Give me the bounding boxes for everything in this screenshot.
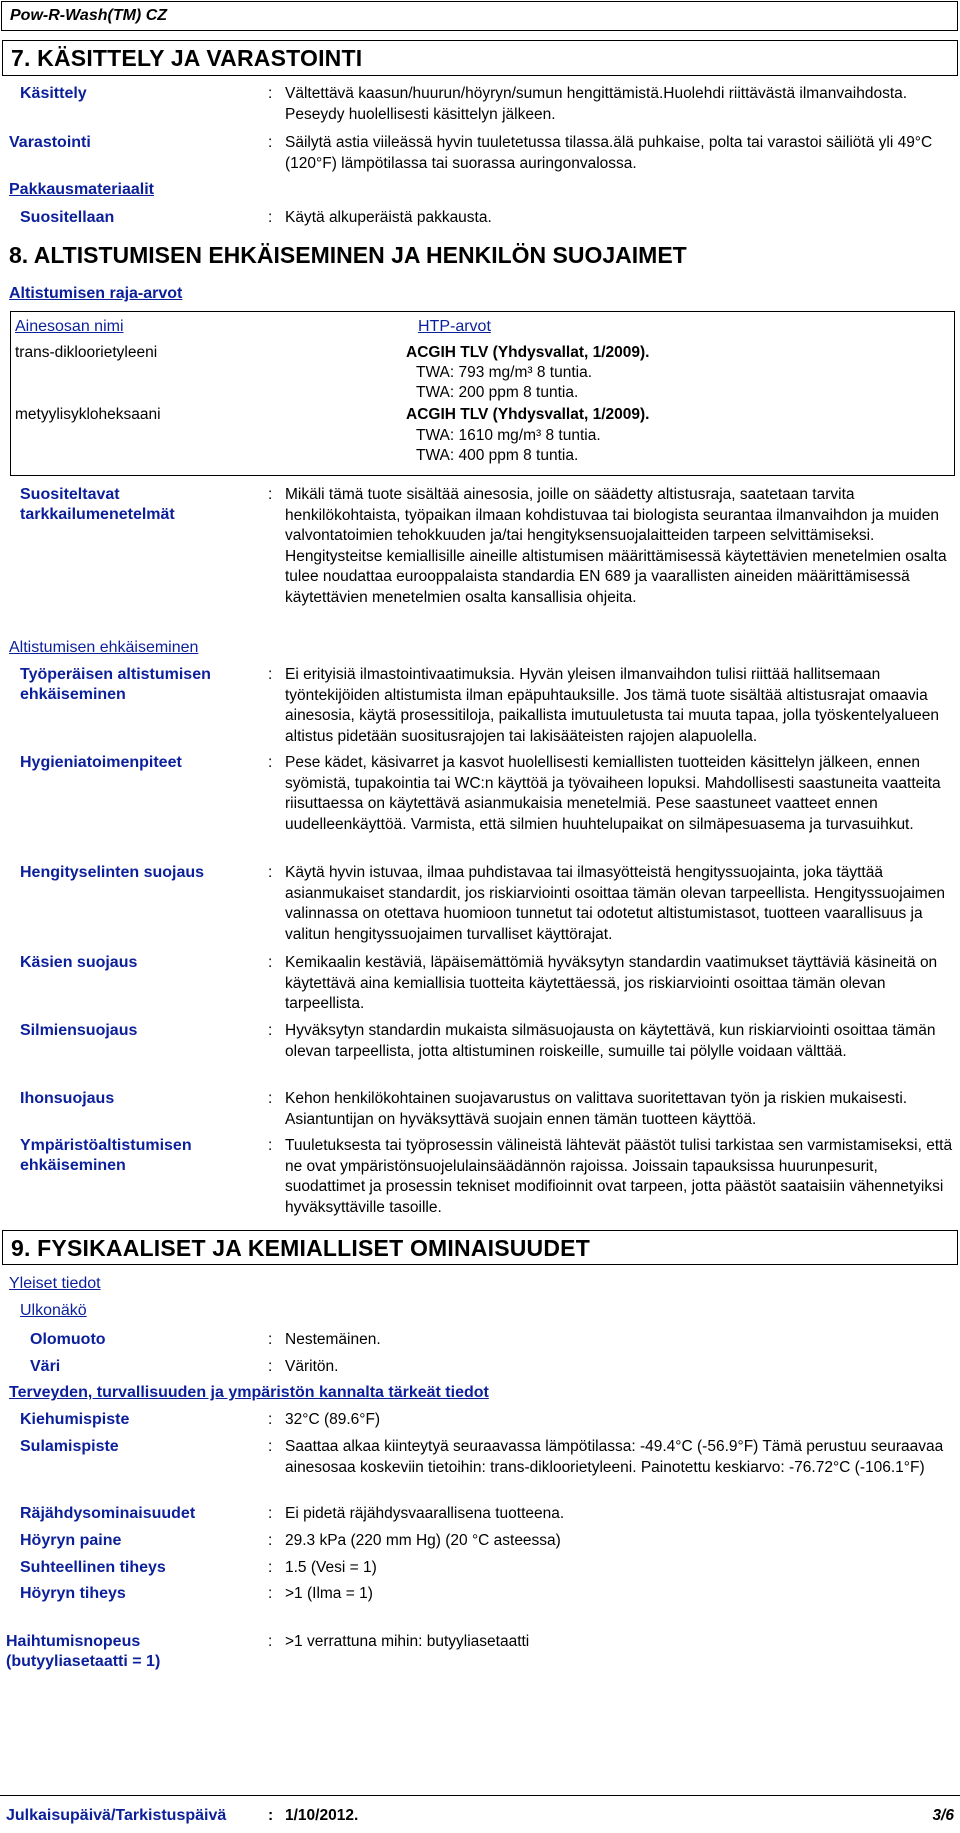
colon: : (268, 754, 273, 771)
label-suositellaan: Suositellaan (20, 209, 115, 226)
table-row-limit-source: ACGIH TLV (Yhdysvallat, 1/2009). (406, 344, 650, 361)
colon: : (268, 1438, 273, 1455)
colon: : (268, 1585, 273, 1602)
table-header-htp-arvot: HTP-arvot (418, 318, 491, 335)
table-row-name: metyylisykloheksaani (15, 406, 161, 423)
label-ulkonako: Ulkonäkö (20, 1302, 87, 1319)
value-kasien-suojaus: Kemikaalin kestäviä, läpäisemättömiä hyväksytyn standardin vaatimukset täyttäviä käsineitä on käytettävä aina kemiallisia tuotteita käytettäessä, jos riskiarviointi osoittaa tämän olevan tarpeellista. (285, 954, 938, 1012)
value-rajahdysominaisuudet: Ei pidetä räjähdysvaarallisena tuotteena. (285, 1505, 565, 1522)
table-row-limit-source: ACGIH TLV (Yhdysvallat, 1/2009). (406, 406, 650, 423)
section-7-heading-box (2, 40, 958, 76)
label-hygieniatoimenpiteet: Hygieniatoimenpiteet (20, 754, 182, 771)
value-tarkkailumenetelmat: Mikäli tämä tuote sisältää ainesosia, joille on säädetty altistusraja, saatetaan tarvita henkilökohtaista, työpaikan ilmaan kohdistuvaa tai biologista seurantaa ilmanvaihdon ja muiden valvontatoimien tehokkuuden ja/tai hengityksensuojalaitteiden tarpeen selvittämiseksi. Hengitysteitse kemiallisille aineille altistumisen määrittämisessä käytettävien menetelmien osalta tulee noudattaa eurooppalaista standardia EN 689 ja vaarallisten aineiden määrittämisessä käytettävien menetelmien osalta kansallisia ohjeita. (285, 486, 947, 606)
table-header-ainesosan-nimi: Ainesosan nimi (15, 318, 124, 335)
value-sulamispiste: Saattaa alkaa kiinteytyä seuraavassa lämpötilassa: -49.4°C (-56.9°F) Tämä perustuu seuraavaa ainesosaa koskeviin tietoihin: trans-dikloorietyleeni. Painotettu keskiarvo: -76.72°C (-106.1°F) (285, 1438, 944, 1476)
value-suhteellinen-tiheys: 1.5 (Vesi = 1) (285, 1559, 377, 1576)
product-title: Pow-R-Wash(TM) CZ (10, 7, 168, 24)
table-row-limit-line: TWA: 793 mg/m³ 8 tuntia. (416, 364, 593, 381)
label-line: tarkkailumenetelmät (20, 506, 175, 523)
label-rajahdysominaisuudet: Räjähdysominaisuudet (20, 1505, 196, 1522)
label-haihtumisnopeus (6, 1632, 236, 1672)
table-row-name: trans-dikloorietyleeni (15, 344, 158, 361)
colon: : (268, 209, 273, 226)
page-number: 3/6 (932, 1807, 954, 1824)
table-row-limit-line: TWA: 200 ppm 8 tuntia. (416, 384, 579, 401)
label-terveys-tiedot: Terveyden, turvallisuuden ja ympäristön kannalta tärkeät tiedot (9, 1384, 489, 1401)
label-altistumisen-ehkaiseminen: Altistumisen ehkäiseminen (9, 639, 199, 656)
value-tyoperainen: Ei erityisiä ilmastointivaatimuksia. Hyvän yleisen ilmanvaihdon tulisi riittää hallitsemaan työntekijöiden altistumista ilman epäpuhtauksille. Jos tämä tuote sisältää altistusrajat omaavia ainesosia, käytä prosessitiloja, paikallista imutuuletusta tai muuta tapaa, jolla työskentelyalueen altistus pidetään suositusrajojen tai lakisääteisten rajojen alapuolella. (285, 666, 939, 745)
colon: : (268, 1559, 273, 1576)
label-line: ehkäiseminen (20, 686, 126, 703)
label-varastointi: Varastointi (9, 134, 91, 151)
value-hoyryn-tiheys: >1 (Ilma = 1) (285, 1585, 373, 1602)
table-row-limit-line: TWA: 400 ppm 8 tuntia. (416, 447, 579, 464)
colon: : (268, 1090, 273, 1107)
footer-colon: : (268, 1807, 274, 1824)
label-pakkausmateriaalit: Pakkausmateriaalit (9, 181, 154, 198)
label-sulamispiste: Sulamispiste (20, 1438, 119, 1455)
colon: : (268, 486, 273, 503)
label-ihonsuojaus: Ihonsuojaus (20, 1090, 115, 1107)
value-ihonsuojaus: Kehon henkilökohtainen suojavarustus on valittava suoritettavan työn ja riskien mukaisesti. Asiantuntijan on hyväksyttävä suojain ennen tämän tuotteen käyttöä. (285, 1090, 908, 1128)
value-haihtumisnopeus: >1 verrattuna mihin: butyyliasetaatti (285, 1633, 530, 1650)
value-vari: Väritön. (285, 1358, 339, 1375)
label-line: Suositeltavat (20, 486, 120, 503)
label-line: Haihtumisnopeus (6, 1633, 141, 1650)
label-suhteellinen-tiheys: Suhteellinen tiheys (20, 1559, 166, 1576)
label-kasittely: Käsittely (20, 85, 87, 102)
colon: : (268, 1358, 273, 1375)
section-9-heading: 9. FYSIKAALISET JA KEMIALLISET OMINAISUUDET (11, 1235, 590, 1261)
value-varastointi: Säilytä astia viileässä hyvin tuuletetussa tilassa.älä puhkaise, polta tai varastoi säiliötä yli 49°C (120°F) lämpötilassa tai suorassa auringonvalossa. (285, 134, 933, 172)
label-altistumisen-raja-arvot: Altistumisen raja-arvot (9, 285, 183, 302)
label-yleiset-tiedot: Yleiset tiedot (9, 1275, 101, 1292)
label-tarkkailumenetelmat (20, 485, 250, 525)
section-9-heading-box (2, 1230, 958, 1265)
value-silmiensuojaus: Hyväksytyn standardin mukaista silmäsuojausta on käytettävä, kun riskiarviointi osoittaa tämän olevan tarpeellista, jotta altistuminen roiskeille, sumuille tai pölylle voidaan välttää. (285, 1022, 936, 1060)
label-line: Ympäristöaltistumisen (20, 1137, 192, 1154)
label-silmiensuojaus: Silmiensuojaus (20, 1022, 138, 1039)
value-suositellaan: Käytä alkuperäistä pakkausta. (285, 209, 492, 226)
label-line: ehkäiseminen (20, 1157, 126, 1174)
label-kiehumispiste: Kiehumispiste (20, 1411, 130, 1428)
value-ymparistoaltistuminen: Tuuletuksesta tai työprosessin välineistä lähtevät päästöt tulisi tarkistaa sen varmistamiseksi, että ne ovat ympäristönsuojelulainsäädännön rajoissa. Joissain tapauksissa huurunpesurit, suodattimet ja prosessin tekniset modifioinnit ovat tarpeen, jotta päästöt saataisiin vähennetyiksi hyväksyttäville tasoille. (285, 1137, 953, 1216)
label-kasien-suojaus: Käsien suojaus (20, 954, 138, 971)
label-hoyryn-tiheys: Höyryn tiheys (20, 1585, 126, 1602)
colon: : (268, 1633, 273, 1650)
label-line: Työperäisen altistumisen (20, 666, 211, 683)
label-ymparistoaltistuminen (20, 1136, 250, 1176)
colon: : (268, 134, 273, 151)
label-line: (butyyliasetaatti = 1) (6, 1653, 161, 1670)
section-7-heading: 7. KÄSITTELY JA VARASTOINTI (11, 45, 363, 71)
footer-divider (0, 1795, 960, 1796)
colon: : (268, 1137, 273, 1154)
label-hengityselinten-suojaus: Hengityselinten suojaus (20, 864, 205, 881)
table-row-limit-line: TWA: 1610 mg/m³ 8 tuntia. (416, 427, 601, 444)
value-hengityselinten-suojaus: Käytä hyvin istuvaa, ilmaa puhdistavaa tai ilmasyötteistä hengityssuojainta, joka täyttää asianmukaiset standardit, jos riskiarviointi osoittaa tämän olevan tarpeellista. Hengityssuojaimen valinnassa on otettava huomioon tunnetut tai odotetut altistumistasot, tuotteen vaarallisuus ja valitun hengityssuojaimen turvalliset käyttörajat. (285, 864, 945, 943)
label-olomuoto: Olomuoto (30, 1331, 106, 1348)
label-tyoperainen (20, 665, 250, 705)
section-8-heading: 8. ALTISTUMISEN EHKÄISEMINEN JA HENKILÖN SUOJAIMET (9, 242, 687, 268)
colon: : (268, 1505, 273, 1522)
label-hoyryn-paine: Höyryn paine (20, 1532, 122, 1549)
colon: : (268, 1331, 273, 1348)
footer-label: Julkaisupäivä/Tarkistuspäivä (6, 1807, 227, 1824)
value-hoyryn-paine: 29.3 kPa (220 mm Hg) (20 °C asteessa) (285, 1532, 561, 1549)
document-header (1, 1, 958, 31)
colon: : (268, 864, 273, 881)
label-vari: Väri (30, 1358, 61, 1375)
colon: : (268, 954, 273, 971)
value-olomuoto: Nestemäinen. (285, 1331, 381, 1348)
value-kasittely: Vältettävä kaasun/huurun/höyryn/sumun hengittämistä.Huolehdi riittävästä ilmanvaihdosta. Peseydy huolellisesti käsittelyn jälkeen. (285, 85, 908, 123)
colon: : (268, 1532, 273, 1549)
colon: : (268, 1411, 273, 1428)
colon: : (268, 666, 273, 683)
value-hygieniatoimenpiteet: Pese kädet, käsivarret ja kasvot huolellisesti kemiallisten tuotteiden käsittelyn jälkeen, ennen syömistä, tupakointia tai WC:n käyttöä ja työvaiheen lopuksi. Mahdollisesti saastuneita vaatteita riisuttaessa on käytettävä asianmukaisia menetelmiä. Pese saastuneet vaatteet ennen uudelleenkäyttöä. Varmista, että silmien huuhtelupaikat on silmäpesuasema ja turvasuihkut. (285, 754, 941, 833)
value-kiehumispiste: 32°C (89.6°F) (285, 1411, 381, 1428)
colon: : (268, 1022, 273, 1039)
footer-date: 1/10/2012. (285, 1807, 359, 1824)
colon: : (268, 85, 273, 102)
